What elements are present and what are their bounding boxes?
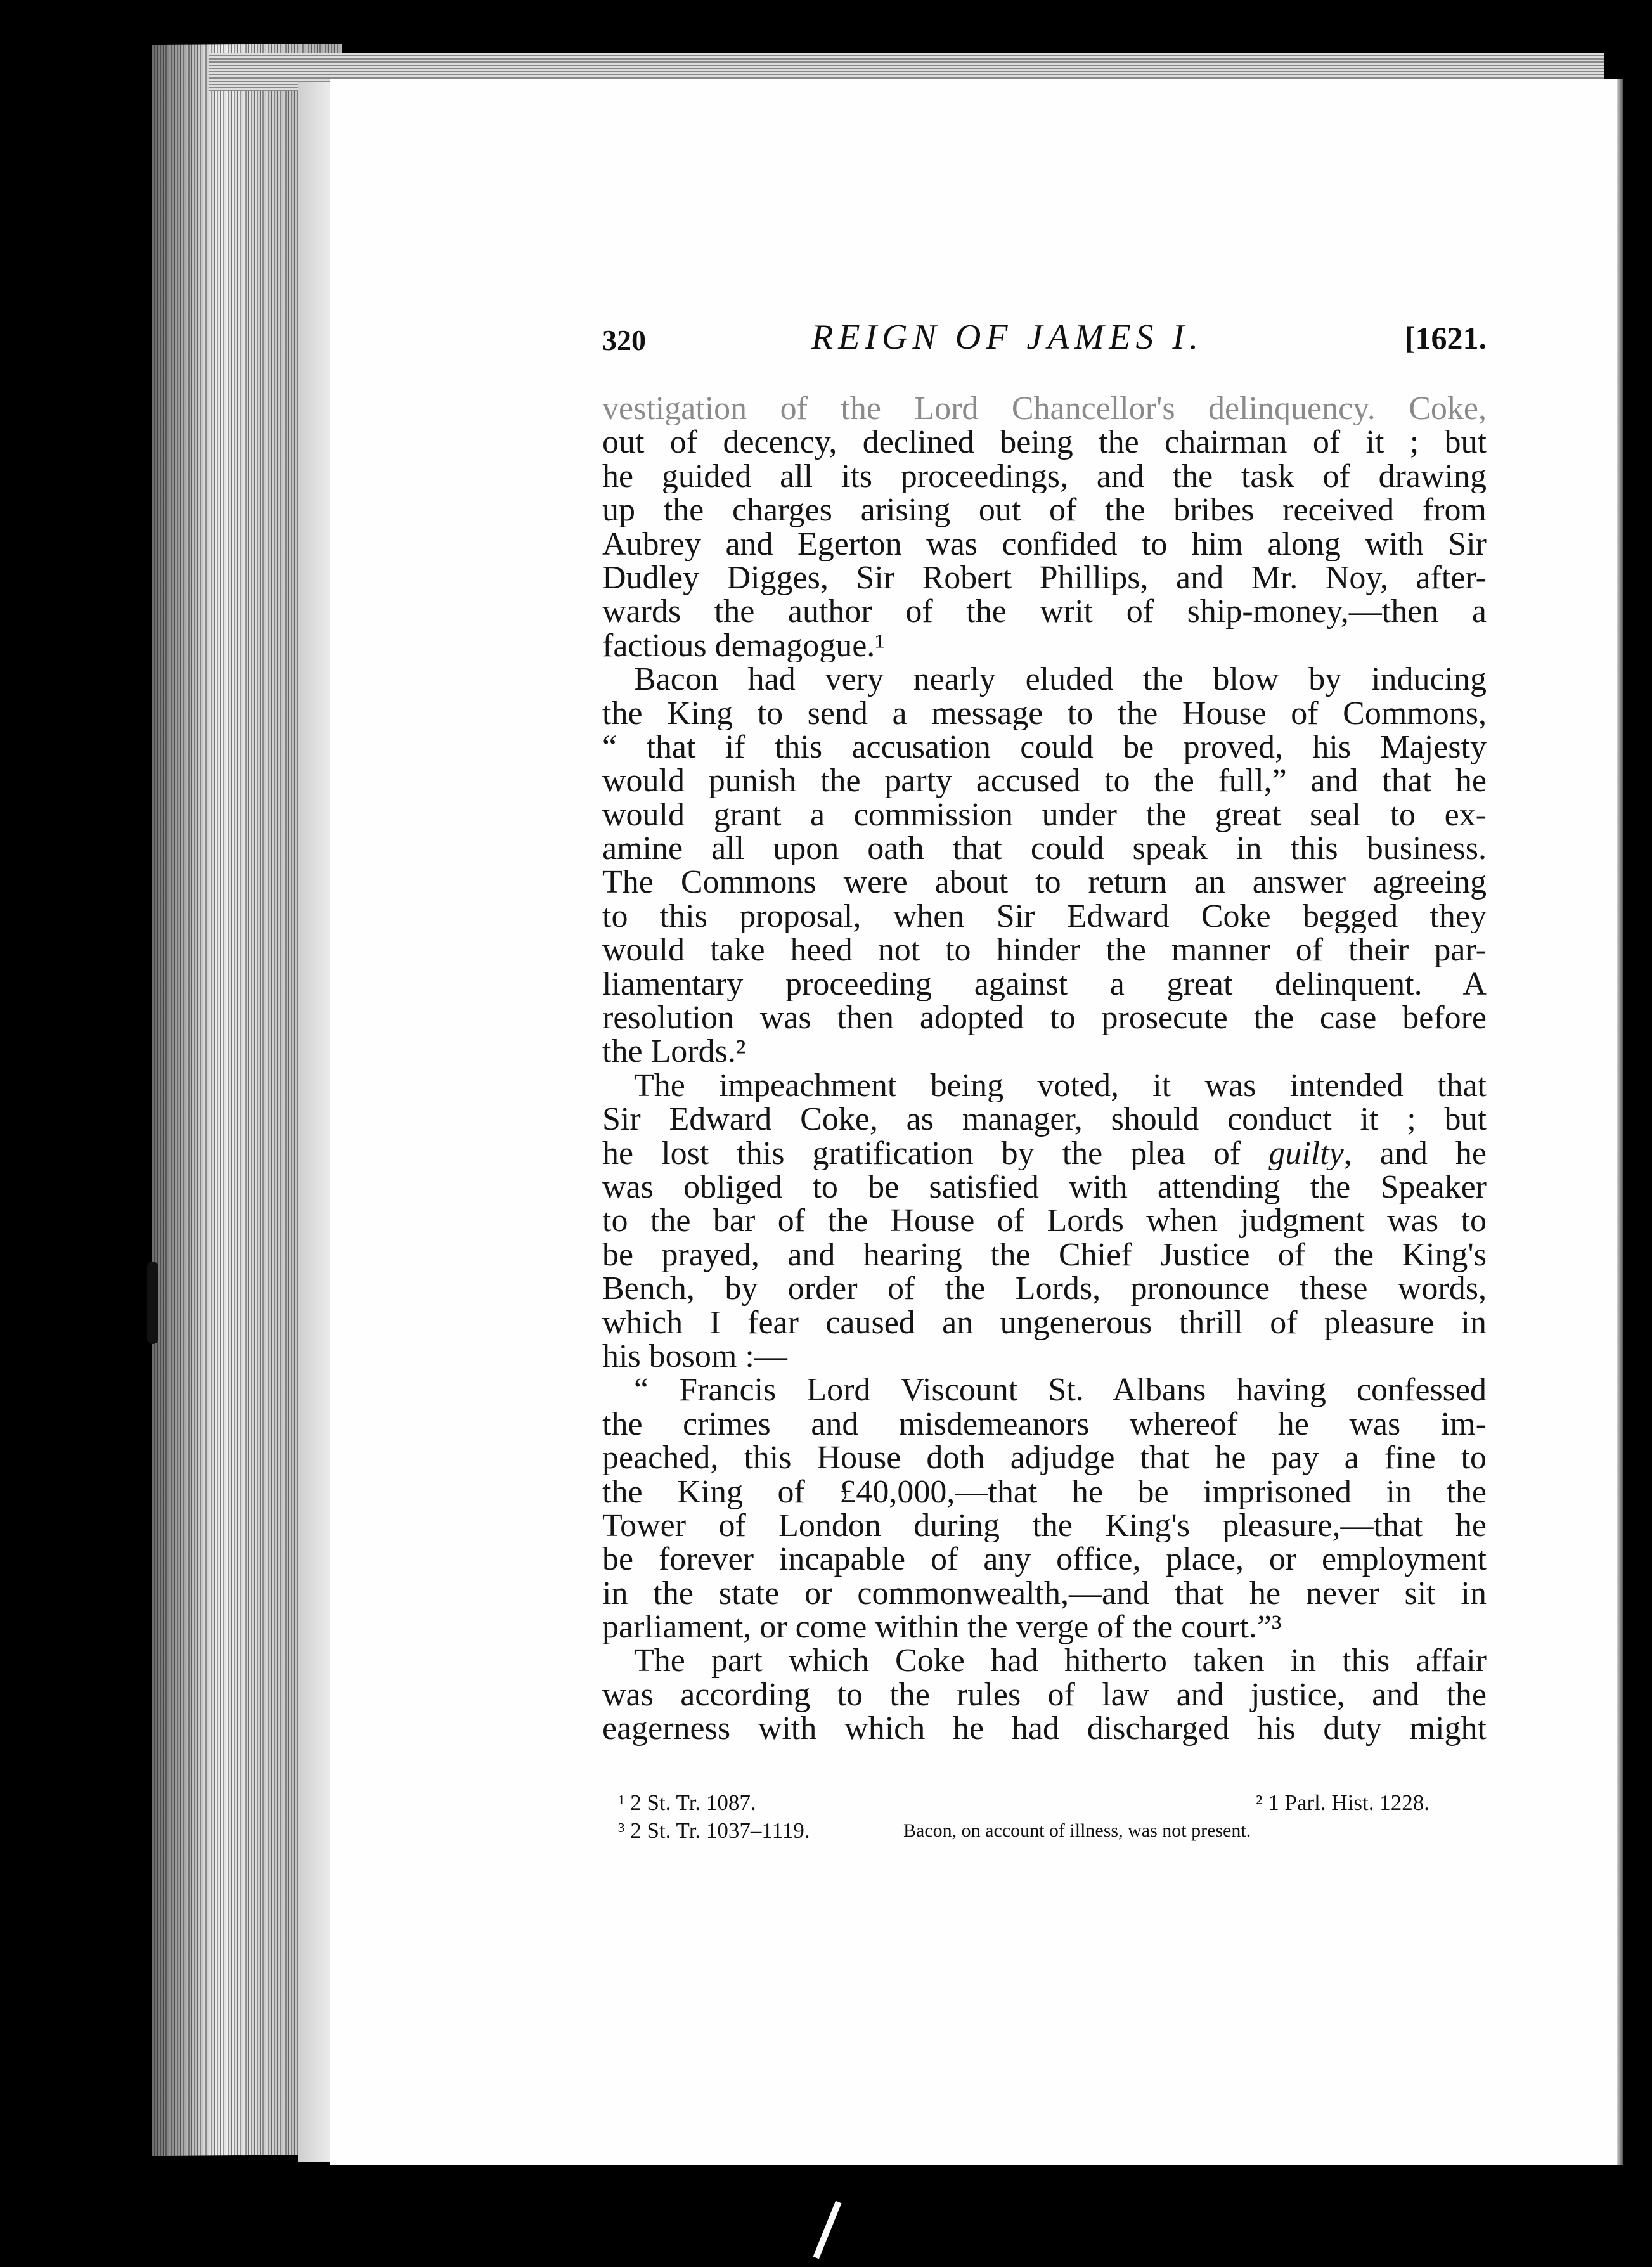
text-line: The impeachment being voted, it was intended that [634, 1068, 1487, 1103]
text-line: wards the author of the writ of ship-money,—then a [602, 595, 1487, 629]
text-line: “ Francis Lord Viscount St. Albans having confessed [634, 1373, 1487, 1407]
text-line: he lost this gratification by the plea of guilty, and he [602, 1136, 1487, 1170]
binding-mark [147, 1262, 158, 1344]
text-line: Bacon had very nearly eluded the blow by inducing [634, 662, 1487, 697]
text-line: the King to send a message to the House of Commons, [602, 696, 1487, 730]
text-line: the Lords.² [602, 1035, 746, 1069]
text-line: his bosom :— [602, 1339, 787, 1374]
text-line: be prayed, and hearing the Chief Justice of the King's [602, 1237, 1487, 1272]
text-line: liamentary proceeding against a great delinquent. A [602, 967, 1487, 1002]
text-line: Tower of London during the King's pleasure,—that he [602, 1508, 1487, 1543]
text-line: the crimes and misdemeanors whereof he was im- [602, 1407, 1487, 1442]
text-line: Sir Edward Coke, as manager, should conduct it ; but [602, 1102, 1487, 1137]
body-text [602, 392, 1487, 1746]
text-line: be forever incapable of any office, place, or employment [602, 1542, 1487, 1577]
footnote-row [618, 1789, 1442, 1817]
footnote-2: ² 1 Parl. Hist. 1228. [1256, 1790, 1429, 1815]
running-year: [1621. [1404, 320, 1487, 356]
text-line: “ that if this accusation could be proved, his Majesty [602, 730, 1487, 765]
text-line: factious demagogue.¹ [602, 628, 885, 663]
text-line: amine all upon oath that could speak in this business. [602, 832, 1487, 866]
emphasis: guilty [1268, 1136, 1344, 1170]
text-line: up the charges arising out of the bribes received from [602, 493, 1487, 527]
text-line: was obliged to be satisfied with attending the Speaker [602, 1170, 1487, 1205]
scan-artifact [813, 2201, 842, 2259]
text-line: peached, this House doth adjudge that he pay a fine to [602, 1441, 1487, 1475]
footnote-1: ¹ 2 St. Tr. 1087. [618, 1790, 756, 1815]
page-right-edge [1617, 79, 1623, 2165]
footnote-3-note: Bacon, on account of illness, was not present. [903, 1820, 1251, 1841]
page-number: 320 [602, 324, 646, 356]
text-line: would grant a commission under the great seal to ex- [602, 798, 1487, 832]
text-line: Dudley Digges, Sir Robert Phillips, and Mr. Noy, after- [602, 560, 1487, 595]
text-line: The Commons were about to return an answer agreeing [602, 865, 1487, 900]
text-line: which I fear caused an ungenerous thrill of pleasure in [602, 1305, 1487, 1340]
text-line: in the state or commonwealth,—and that he never sit in [602, 1576, 1487, 1611]
text-line: was according to the rules of law and justice, and the [602, 1677, 1487, 1712]
text-line: The part which Coke had hitherto taken in this affair [634, 1644, 1487, 1678]
text-line: to this proposal, when Sir Edward Coke begged they [602, 899, 1487, 934]
text-line: the King of £40,000,—that he be imprisoned in the [602, 1475, 1487, 1509]
text-line: resolution was then adopted to prosecute the case before [602, 1001, 1487, 1035]
text-line: would punish the party accused to the full,” and that he [602, 764, 1487, 798]
text-line: Aubrey and Egerton was confided to him along with Sir [602, 527, 1487, 561]
footnote-3: ³ 2 St. Tr. 1037–1119. [618, 1818, 810, 1843]
running-head [602, 317, 1487, 368]
text-line: out of decency, declined being the chairman of it ; but [602, 425, 1487, 460]
text-line: he guided all its proceedings, and the task of drawing [602, 459, 1487, 494]
text-line: vestigation of the Lord Chancellor's delinquency. Coke, [602, 392, 1487, 426]
text-line: to the bar of the House of Lords when judgment was to [602, 1204, 1487, 1238]
footnote-row [618, 1817, 1442, 1845]
text-line: eagerness with which he had discharged his duty might [602, 1712, 1487, 1746]
text-line: would take heed not to hinder the manner of their par- [602, 933, 1487, 967]
text-line: Bench, by order of the Lords, pronounce these words, [602, 1272, 1487, 1306]
footnotes [618, 1789, 1442, 1845]
running-title: REIGN OF JAMES I. [811, 318, 1204, 357]
text-line: parliament, or come within the verge of the court.”³ [602, 1610, 1282, 1644]
